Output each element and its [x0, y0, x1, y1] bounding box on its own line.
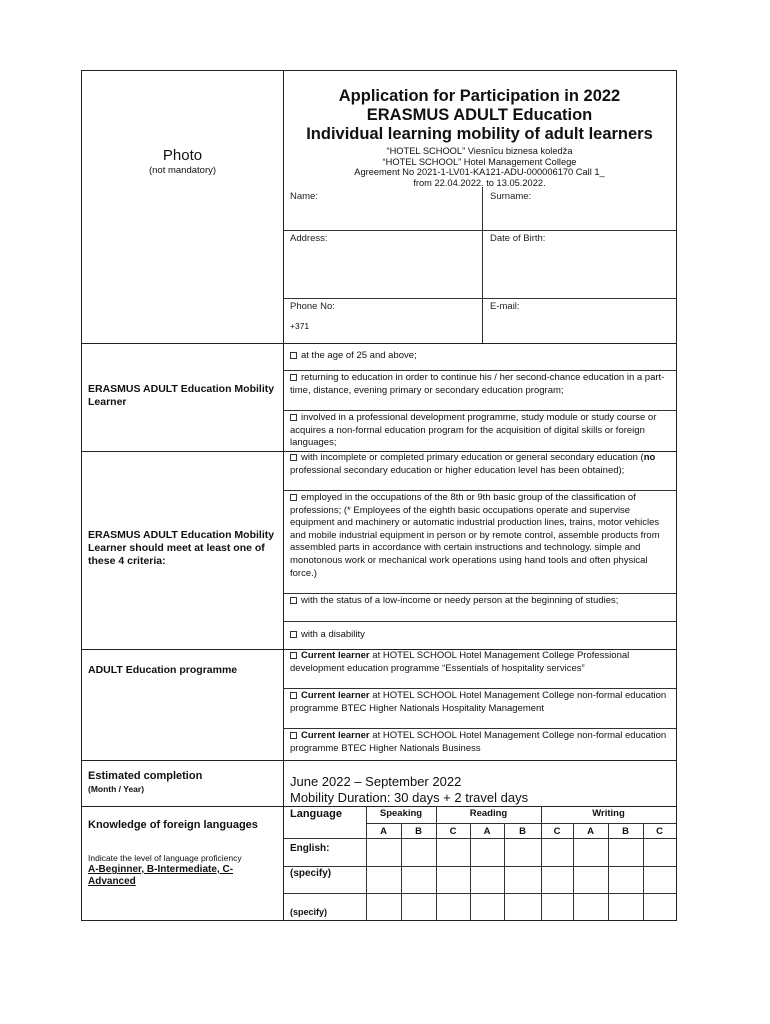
- language-row-label[interactable]: (specify): [290, 907, 328, 917]
- photo-note: (not mandatory): [148, 165, 217, 176]
- dob-label: Date of Birth:: [490, 233, 546, 244]
- checkbox-icon[interactable]: [290, 597, 297, 604]
- checkbox-icon[interactable]: [290, 352, 297, 359]
- phone-field[interactable]: [312, 315, 480, 341]
- column-divider: [283, 71, 284, 920]
- name-label: Name:: [290, 191, 318, 202]
- programme-option[interactable]: Current learner at HOTEL SCHOOL Hotel Management College Professional development education programme “Essentials of hospitality services”: [290, 650, 630, 674]
- language-row-label: English:: [290, 843, 330, 854]
- programme-option[interactable]: Current learner at HOTEL SCHOOL Hotel Management College non-formal education programme BTEC Higher Nationals Business: [290, 730, 667, 754]
- section-divider: [82, 343, 676, 344]
- group-header-reading: Reading: [469, 808, 508, 819]
- level-header: A: [483, 826, 491, 837]
- language-row-label[interactable]: (specify): [290, 868, 332, 879]
- languages-scale: A-Beginner, B-Intermediate, C-Advanced: [88, 864, 234, 887]
- programme-option[interactable]: Current learner at HOTEL SCHOOL Hotel Management College non-formal education programme BTEC Higher Nationals Hospitality Management: [290, 690, 667, 714]
- address-field[interactable]: [285, 245, 480, 297]
- email-label: E-mail:: [490, 301, 520, 312]
- criterion-low-income[interactable]: with the status of a low-income or needy person at the beginning of studies;: [290, 595, 670, 608]
- address-label: Address:: [290, 233, 328, 244]
- form-subtitle: “HOTEL SCHOOL” Viesnīcu biznesa koledža “HOTEL SCHOOL” Hotel Management College Agreement No 2021-1-LV01-KA121-ADU-000006170 Call 1_ from 22.04.2022. to 13.05.2022.: [354, 146, 605, 188]
- checkbox-icon[interactable]: [290, 494, 297, 501]
- completion-value: June 2022 – September 2022 Mobility Duration: 30 days + 2 travel days: [290, 774, 529, 805]
- criterion-disability[interactable]: with a disability: [290, 629, 670, 642]
- level-header: B: [519, 826, 526, 837]
- level-header: B: [415, 826, 422, 837]
- email-field[interactable]: [484, 315, 674, 341]
- checkbox-icon[interactable]: [290, 692, 297, 699]
- criterion-returning[interactable]: returning to education in order to continue his / her second-chance education in a part-time, distance, evening primary or secondary education program;: [290, 372, 665, 396]
- level-header: C: [553, 826, 561, 837]
- completion-sublabel: (Month / Year): [88, 784, 145, 794]
- level-header: A: [380, 826, 387, 837]
- criterion-incomplete-education[interactable]: with incomplete or completed primary education or general secondary education (no professional secondary education or higher education level has been obtained);: [290, 452, 656, 476]
- level-header: C: [449, 826, 457, 837]
- level-header: A: [587, 826, 594, 837]
- checkbox-icon[interactable]: [290, 652, 297, 659]
- checkbox-icon[interactable]: [290, 374, 297, 381]
- name-field[interactable]: [285, 203, 480, 229]
- dob-field[interactable]: [484, 245, 674, 297]
- fields-divider: [482, 187, 483, 343]
- languages-note: Indicate the level of language proficiency: [88, 853, 242, 863]
- surname-label: Surname:: [490, 191, 532, 202]
- phone-prefix: +371: [290, 321, 310, 331]
- phone-label: Phone No:: [290, 301, 335, 312]
- criterion-age[interactable]: at the age of 25 and above;: [290, 350, 670, 363]
- level-header: B: [622, 826, 629, 837]
- checkbox-icon[interactable]: [290, 414, 297, 421]
- application-form: [81, 70, 677, 921]
- mobility-learner-label: ERASMUS ADULT Education Mobility Learner: [88, 383, 275, 408]
- language-header: Language: [290, 808, 342, 820]
- checkbox-icon[interactable]: [290, 631, 297, 638]
- photo-title: Photo: [162, 147, 203, 164]
- level-header: C: [656, 826, 663, 837]
- completion-label: Estimated completion: [88, 770, 203, 782]
- adult-programme-label: ADULT Education programme: [88, 664, 238, 676]
- criterion-employed[interactable]: employed in the occupations of the 8th or 9th basic group of the classification of professions; (* Employees of the eighth basic occupations operate and supervise equipment and machinery or automatic industrial production lines, trains, motor vehicles and mobile industrial equipment in person or by remote control, assemble products from assembled parts in accordance with certain instructions and technology. simple and monotonous work or mechanical work operations using hand tools and often physical force.): [290, 492, 660, 579]
- checkbox-icon[interactable]: [290, 732, 297, 739]
- form-title: Application for Participation in 2022 ERASMUS ADULT Education Individual learning mobility of adult learners: [306, 87, 653, 143]
- group-header-writing: Writing: [592, 808, 625, 819]
- surname-field[interactable]: [484, 203, 674, 229]
- languages-label: Knowledge of foreign languages: [88, 819, 258, 831]
- group-header-speaking: Speaking: [379, 808, 423, 819]
- checkbox-icon[interactable]: [290, 454, 297, 461]
- criterion-professional[interactable]: involved in a professional development programme, study module or study course or acquires a non-formal education program for the acquisition of digital skills or foreign languages;: [290, 412, 657, 449]
- criteria-label: ERASMUS ADULT Education Mobility Learner should meet at least one of these 4 criteria:: [88, 529, 275, 567]
